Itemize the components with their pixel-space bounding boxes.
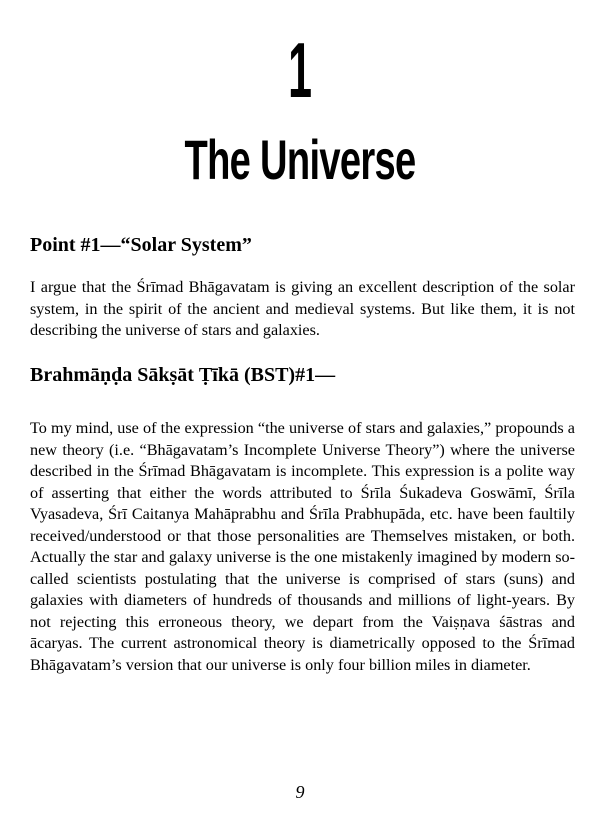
page-number: 9 xyxy=(295,782,305,802)
chapter-title: The Universe xyxy=(184,128,416,191)
section-heading-bst-1: Brahmāṇḍa Sākṣāt Ṭīkā (BST)#1— xyxy=(30,364,336,386)
section-paragraph-bst-1: To my mind, use of the expression “the universe of stars and galaxies,” propounds a new theory (i.e. “Bhāgavatam’s Incomplete Universe Theory”) where the universe described in the Śrīmad Bhāgavatam is incomplete. This expression is a polite way of asserting that either the words attributed to Śrīla Śukadeva Goswāmī, Śrīla Vyasadeva, Śrī Caitanya Mahāprabhu and Śrīla Prabhupāda, etc. have been faultily received/understood or that those personalities are Themselves mistaken, or both. Actually the star and galaxy universe is the one mistakenly imagined by modern so-called scientists postulating that the universe is comprised of stars (suns) and galaxies with diameters of hundreds of thousands and millions of light-years. By not rejecting this erroneous theory, we depart from the Vaiṣṇava śāstras and ācaryas. The current astronomical theory is diametrically opposed to the Śrīmad Bhāgavatam’s version that our universe is only four billion miles in diameter. xyxy=(30,419,575,674)
chapter-number: 1 xyxy=(288,26,312,114)
section-paragraph-point-1: I argue that the Śrīmad Bhāgavatam is giving an excellent description of the solar system, in the spirit of the ancient and medieval systems. But like them, it is not describing the universe of stars and galaxies. xyxy=(30,278,575,339)
section-heading-point-1: Point #1—“Solar System” xyxy=(30,234,252,256)
